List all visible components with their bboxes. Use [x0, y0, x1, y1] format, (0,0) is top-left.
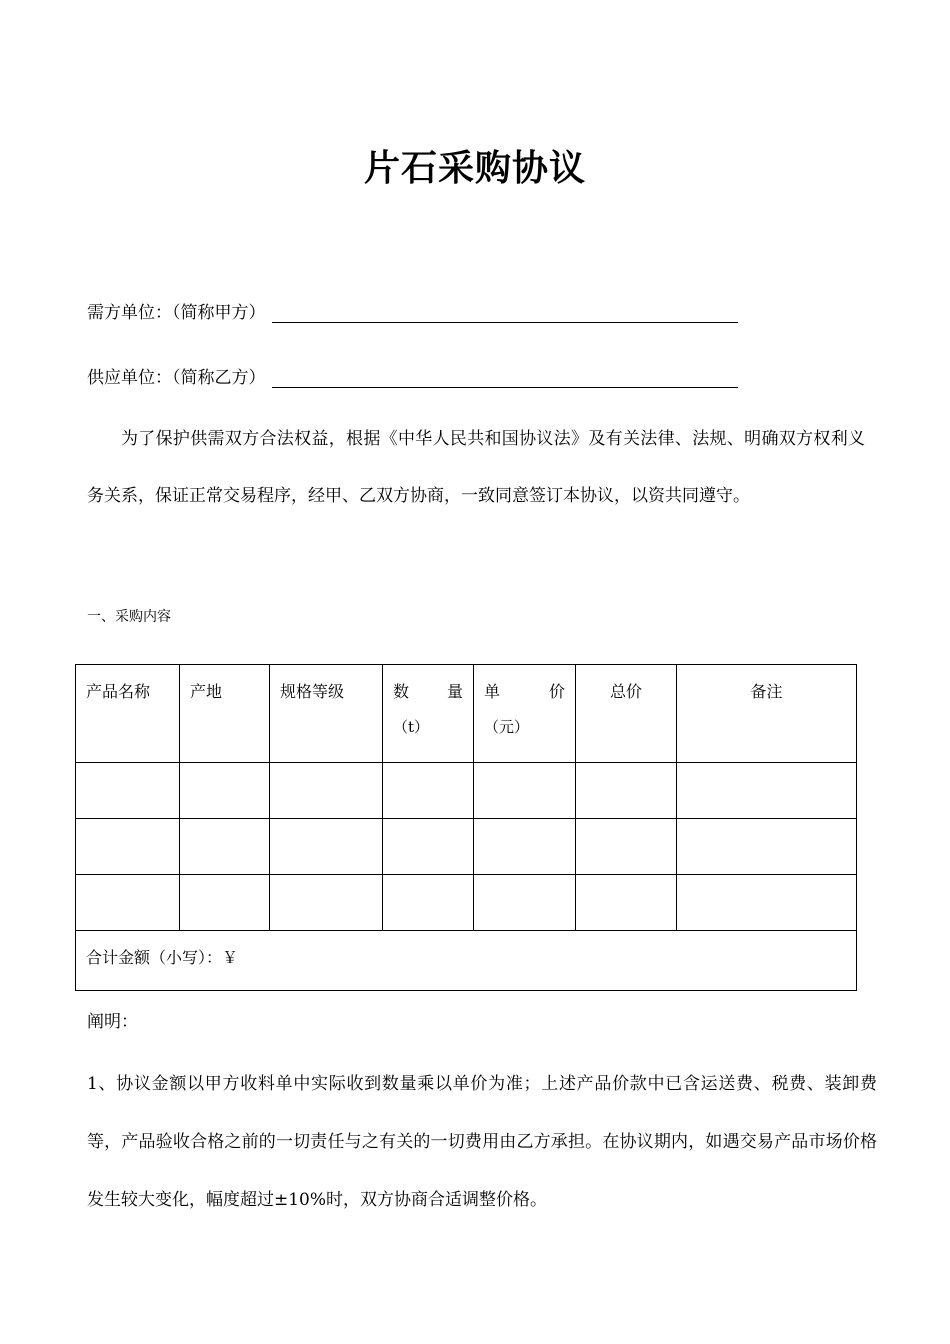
total-amount-cell[interactable]: 合计金额（小写）：￥ [76, 931, 857, 991]
statement-heading: 阐明： [87, 1012, 138, 1032]
document-title: 片石采购协议 [363, 147, 586, 189]
table-cell[interactable] [383, 875, 474, 931]
section-heading-purchase-content: 一、采购内容 [87, 609, 171, 625]
table-row [76, 819, 857, 875]
table-cell[interactable] [576, 763, 677, 819]
supplier-label: 供应单位：（简称乙方） [87, 368, 266, 388]
table-row [76, 763, 857, 819]
header-product-name: 产品名称 [76, 665, 180, 763]
table-cell[interactable] [383, 763, 474, 819]
buyer-blank-line[interactable] [272, 304, 738, 323]
table-cell[interactable] [474, 763, 576, 819]
header-price-char1: 单 [484, 682, 501, 701]
table-cell[interactable] [270, 875, 383, 931]
intro-paragraph: 为了保护供需双方合法权益，根据《中华人民共和国协议法》及有关法律、法规、明确双方权利义务关系，保证正常交易程序，经甲、乙双方协商，一致同意签订本协议，以资共同遵守。 [87, 429, 865, 506]
table-cell[interactable] [180, 763, 270, 819]
header-quantity-char2: 量 [446, 682, 463, 701]
buyer-field [87, 298, 738, 323]
table-cell[interactable] [76, 875, 180, 931]
header-price-unit: （元） [484, 718, 530, 736]
header-remark: 备注 [677, 665, 857, 763]
table-cell[interactable] [270, 819, 383, 875]
table-header-row [76, 665, 857, 763]
header-total-price: 总价 [576, 665, 677, 763]
table-cell[interactable] [270, 763, 383, 819]
table-cell[interactable] [576, 875, 677, 931]
table-cell[interactable] [677, 819, 857, 875]
table-cell[interactable] [677, 875, 857, 931]
header-unit-price [474, 665, 576, 763]
buyer-label: 需方单位：（简称甲方） [87, 303, 266, 323]
table-total-row [76, 931, 857, 991]
table-cell[interactable] [76, 763, 180, 819]
header-quantity-unit: （t） [393, 718, 430, 736]
table-cell[interactable] [383, 819, 474, 875]
table-cell[interactable] [76, 819, 180, 875]
header-spec-grade: 规格等级 [270, 665, 383, 763]
supplier-blank-line[interactable] [272, 369, 738, 388]
supplier-field [87, 363, 738, 388]
purchase-table [75, 664, 857, 991]
table-cell[interactable] [474, 819, 576, 875]
clause-1: 1、协议金额以甲方收料单中实际收到数量乘以单价为准；上述产品价款中已含运送费、税费、装卸费等，产品验收合格之前的一切责任与之有关的一切费用由乙方承担。在协议期内，如遇交易产品市场价格发生较大变化，幅度超过±10%时，双方协商合适调整价格。 [87, 1074, 877, 1210]
table-cell[interactable] [180, 875, 270, 931]
header-price-char2: 价 [548, 682, 565, 701]
table-cell[interactable] [677, 763, 857, 819]
table-row [76, 875, 857, 931]
table-cell[interactable] [474, 875, 576, 931]
header-origin: 产地 [180, 665, 270, 763]
header-quantity [383, 665, 474, 763]
table-cell[interactable] [576, 819, 677, 875]
header-quantity-char1: 数 [393, 682, 410, 701]
table-cell[interactable] [180, 819, 270, 875]
